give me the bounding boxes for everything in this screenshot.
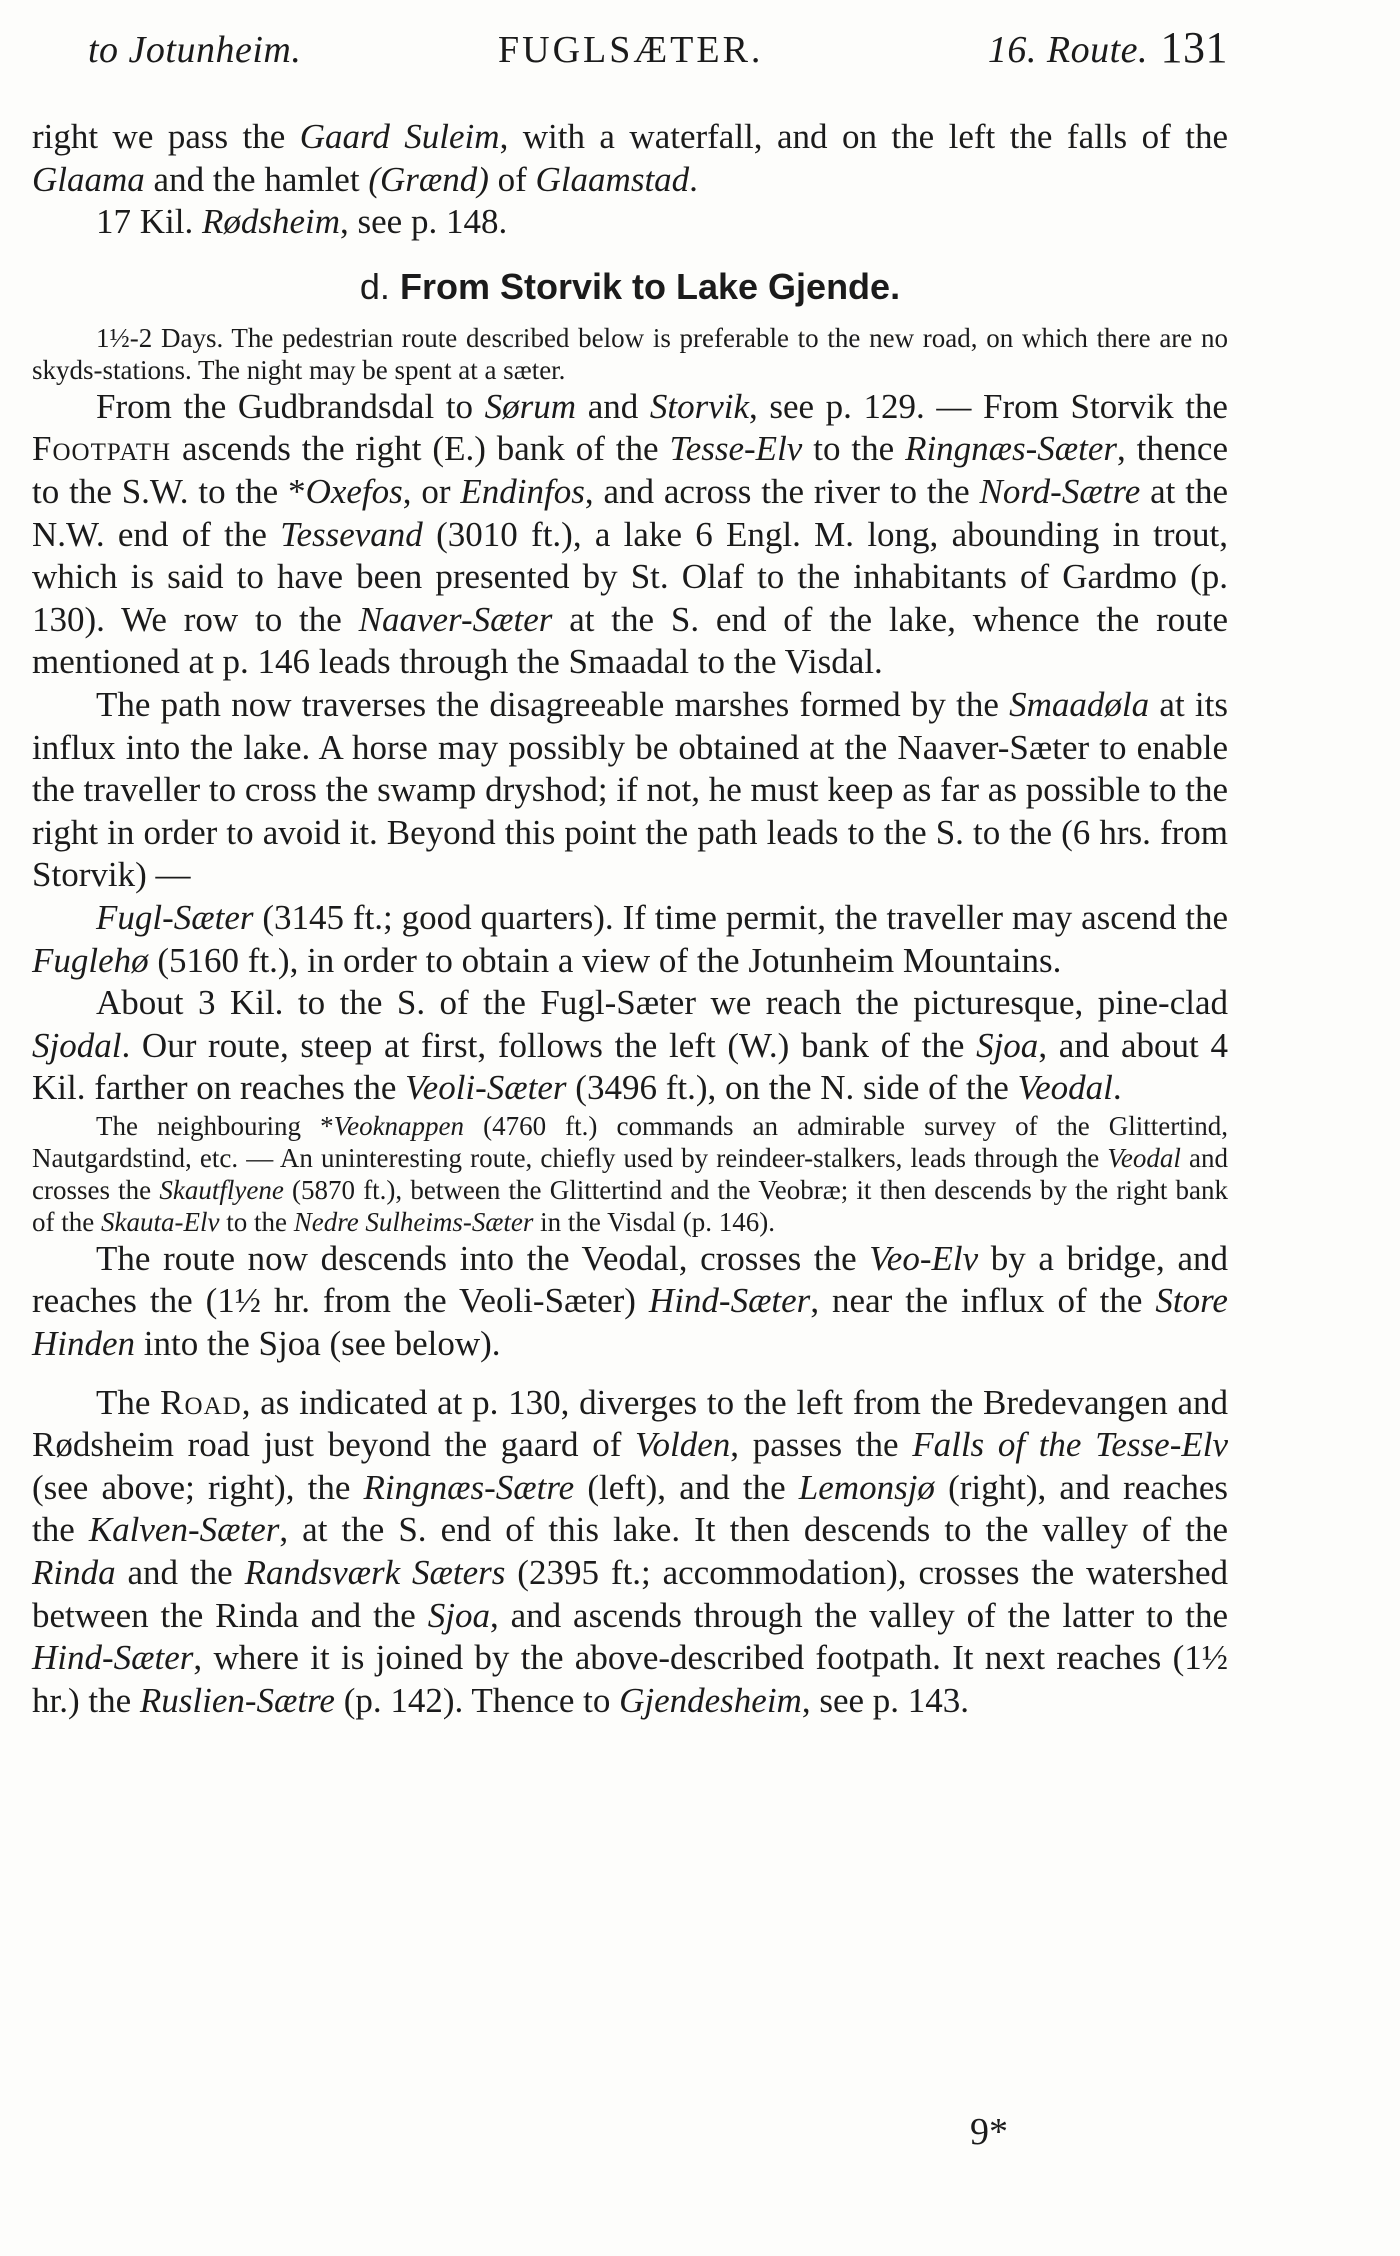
section-heading bbox=[32, 266, 1228, 308]
paragraph: From the Gudbrandsdal to Sørum and Storvik, see p. 129. — From Storvik the Footpath ascends the right (E.) bank of the Tesse-Elv to the Ringnæs-Sæter, thence to the S.W. to the *Oxefos, or Endinfos, and across the river to the Nord-Sætre at the N.W. end of the Tessevand (3010 ft.), a lake 6 Engl. M. long, abounding in trout, which is said to have been presented by St. Olaf to the inhabitants of Gardmo (p. 130). We row to the Naaver-Sæter at the S. end of the lake, whence the route mentioned at p. 146 leads through the Smaadal to the Visdal. bbox=[32, 386, 1229, 682]
paragraph: The route now descends into the Veodal, crosses the Veo-Elv by a bridge, and reaches the (1½ hr. from the Veoli-Sæter) Hind-Sæter, near the influx of the Store Hinden into the Sjoa (see below). bbox=[32, 1238, 1228, 1364]
paragraph: Fugl-Sæter (3145 ft.; good quarters). If time permit, the traveller may ascend the Fuglehø (5160 ft.), in order to obtain a view of the Jotunheim Mountains. bbox=[32, 897, 1228, 980]
note: The neighbouring *Veoknappen (4760 ft.) commands an admirable survey of the Glittertind, Nautgardstind, etc. — An uninteresting route, chiefly used by reindeer-stalkers, leads through the Veodal and crosses the Skautflyene (5870 ft.), between the Glittertind and the Veobræ; it then descends by the right bank of the Skauta-Elv to the Nedre Sulheims-Sæter in the Visdal (p. 146). bbox=[32, 1110, 1229, 1237]
header-right: 16. Route. bbox=[987, 29, 1148, 71]
header-left: to Jotunheim. bbox=[88, 29, 302, 71]
paragraph: About 3 Kil. to the S. of the Fugl-Sæter we reach the picturesque, pine-clad Sjodal. Our route, steep at first, follows the left (W.) bank of the Sjoa, and about 4 Kil. farther on reaches the Veoli-Sæter (3496 ft.), on the N. side of the Veodal. bbox=[32, 983, 1228, 1108]
paragraph: 17 Kil. Rødsheim, see p. 148. bbox=[96, 202, 508, 242]
section-title: From Storvik to Lake Gjende. bbox=[399, 265, 901, 307]
signature-mark: 9* bbox=[970, 2111, 1008, 2153]
page-number: 131 bbox=[1160, 23, 1228, 72]
paragraph: right we pass the Gaard Suleim, with a waterfall, and on the left the falls of the Glaama and the hamlet (Grænd) of Glaamstad. bbox=[32, 117, 1228, 199]
page-body bbox=[32, 116, 1228, 1722]
running-header bbox=[88, 23, 1228, 88]
paragraph: The path now traverses the disagreeable marshes formed by the Smaadøla at its influx into the lake. A horse may possibly be obtained at the Naaver-Sæter to enable the traveller to cross the swamp dryshod; if not, he must keep as far as possible to the right in order to avoid it. Beyond this point the path leads to the S. to the (6 hrs. from Storvik) — bbox=[32, 684, 1228, 895]
note: 1½-2 Days. The pedestrian route described below is preferable to the new road, on which there are no skyds-stations. The night may be spent at a sæter. bbox=[32, 322, 1228, 385]
section-letter: d. bbox=[359, 265, 390, 307]
paragraph: The Road, as indicated at p. 130, diverges to the left from the Bredevangen and Rødsheim road just beyond the gaard of Volden, passes the Falls of the Tesse-Elv (see above; right), the Ringnæs-Sætre (left), and the Lemonsjø (right), and reaches the Kalven-Sæter, at the S. end of this lake. It then descends to the valley of the Rinda and the Randsværk Sæters (2395 ft.; accommodation), crosses the watershed between the Rinda and the Sjoa, and ascends through the valley of the latter to the Hind-Sæter, where it is joined by the above-described footpath. It next reaches (1½ hr.) the Ruslien-Sætre (p. 142). Thence to Gjendesheim, see p. 143. bbox=[32, 1382, 1228, 1720]
header-center: FUGLSÆTER. bbox=[498, 29, 764, 71]
